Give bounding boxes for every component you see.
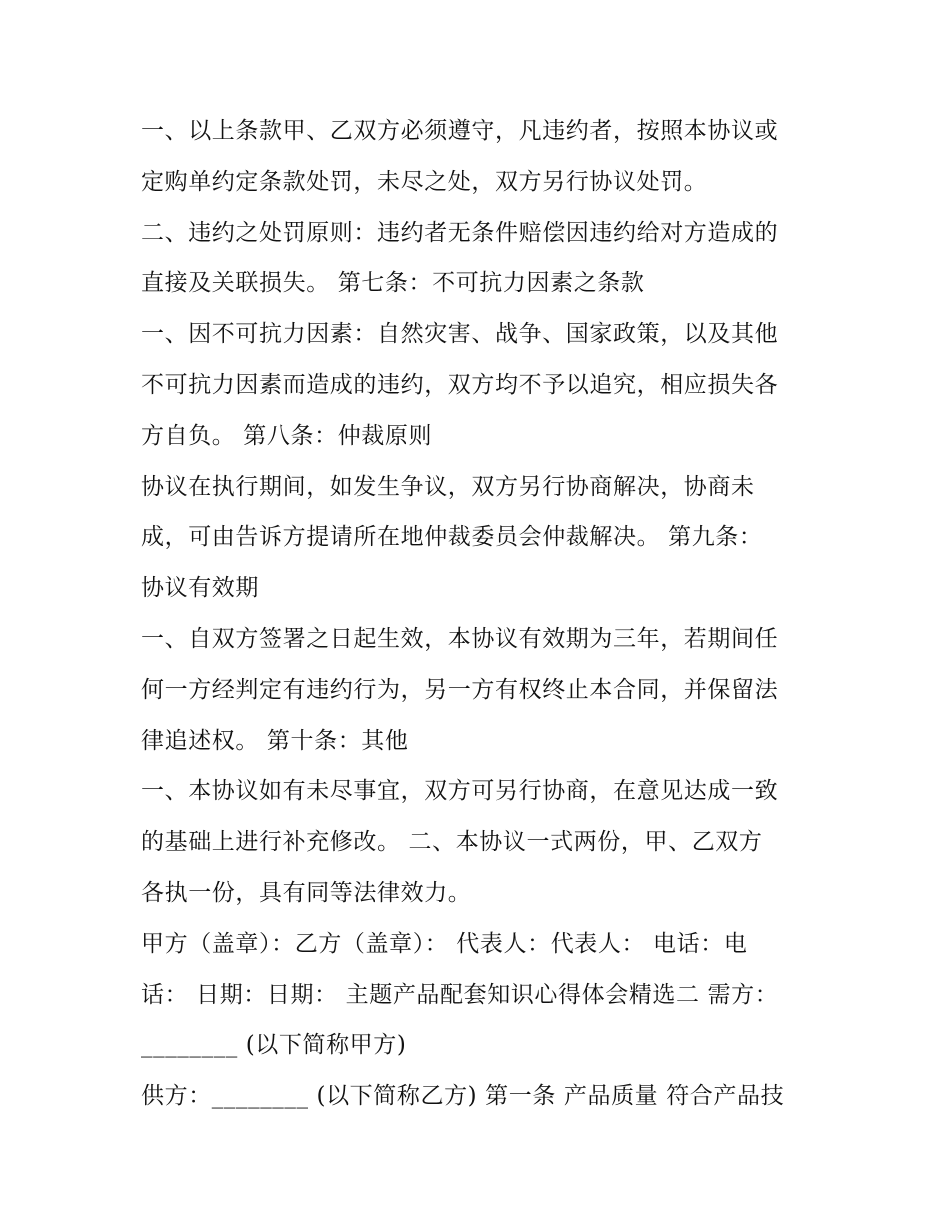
text-line: ________ (以下简称甲方) [141,1032,407,1059]
text-line: 定购单约定条款处罚，未尽之处，双方另行协议处罚。 [141,168,708,195]
document-body [141,106,821,1122]
text-line: 二、违约之处罚原则：违约者无条件赔偿因违约给对方造成的 [141,219,779,246]
text-line: 协议有效期 [141,575,259,602]
text-line: 不可抗力因素而造成的违约，双方均不予以追究，相应损失各 [141,371,779,398]
text-line: 的基础上进行补充修改。 二、本协议一式两份，甲、乙双方 [141,829,763,856]
text-line: 各执一份，具有同等法律效力。 [141,879,472,906]
text-line: 话： 日期：日期： 主题产品配套知识心得体会精选二 需方： [141,981,779,1008]
text-line: 供方：________ (以下简称乙方) 第一条 产品质量 符合产品技 [141,1083,785,1110]
text-line: 一、因不可抗力因素：自然灾害、战争、国家政策，以及其他 [141,321,779,348]
text-line: 律追述权。 第十条：其他 [141,727,409,754]
text-line: 方自负。 第八条：仲裁原则 [141,422,433,449]
text-line: 一、自双方签署之日起生效，本协议有效期为三年，若期间任 [141,625,779,652]
text-line: 何一方经判定有违约行为，另一方有权终止本合同，并保留法 [141,676,779,703]
text-line: 协议在执行期间，如发生争议，双方另行协商解决，协商未 [141,473,755,500]
text-line: 直接及关联损失。 第七条：不可抗力因素之条款 [141,270,645,297]
text-line: 一、本协议如有未尽事宜，双方可另行协商，在意见达成一致 [141,778,779,805]
text-line: 成，可由告诉方提请所在地仲裁委员会仲裁解决。 第九条： [141,524,763,551]
text-line: 甲方（盖章）：乙方（盖章）： 代表人：代表人： 电话：电 [141,930,748,957]
text-line: 一、以上条款甲、乙双方必须遵守，凡违约者，按照本协议或 [141,118,779,144]
